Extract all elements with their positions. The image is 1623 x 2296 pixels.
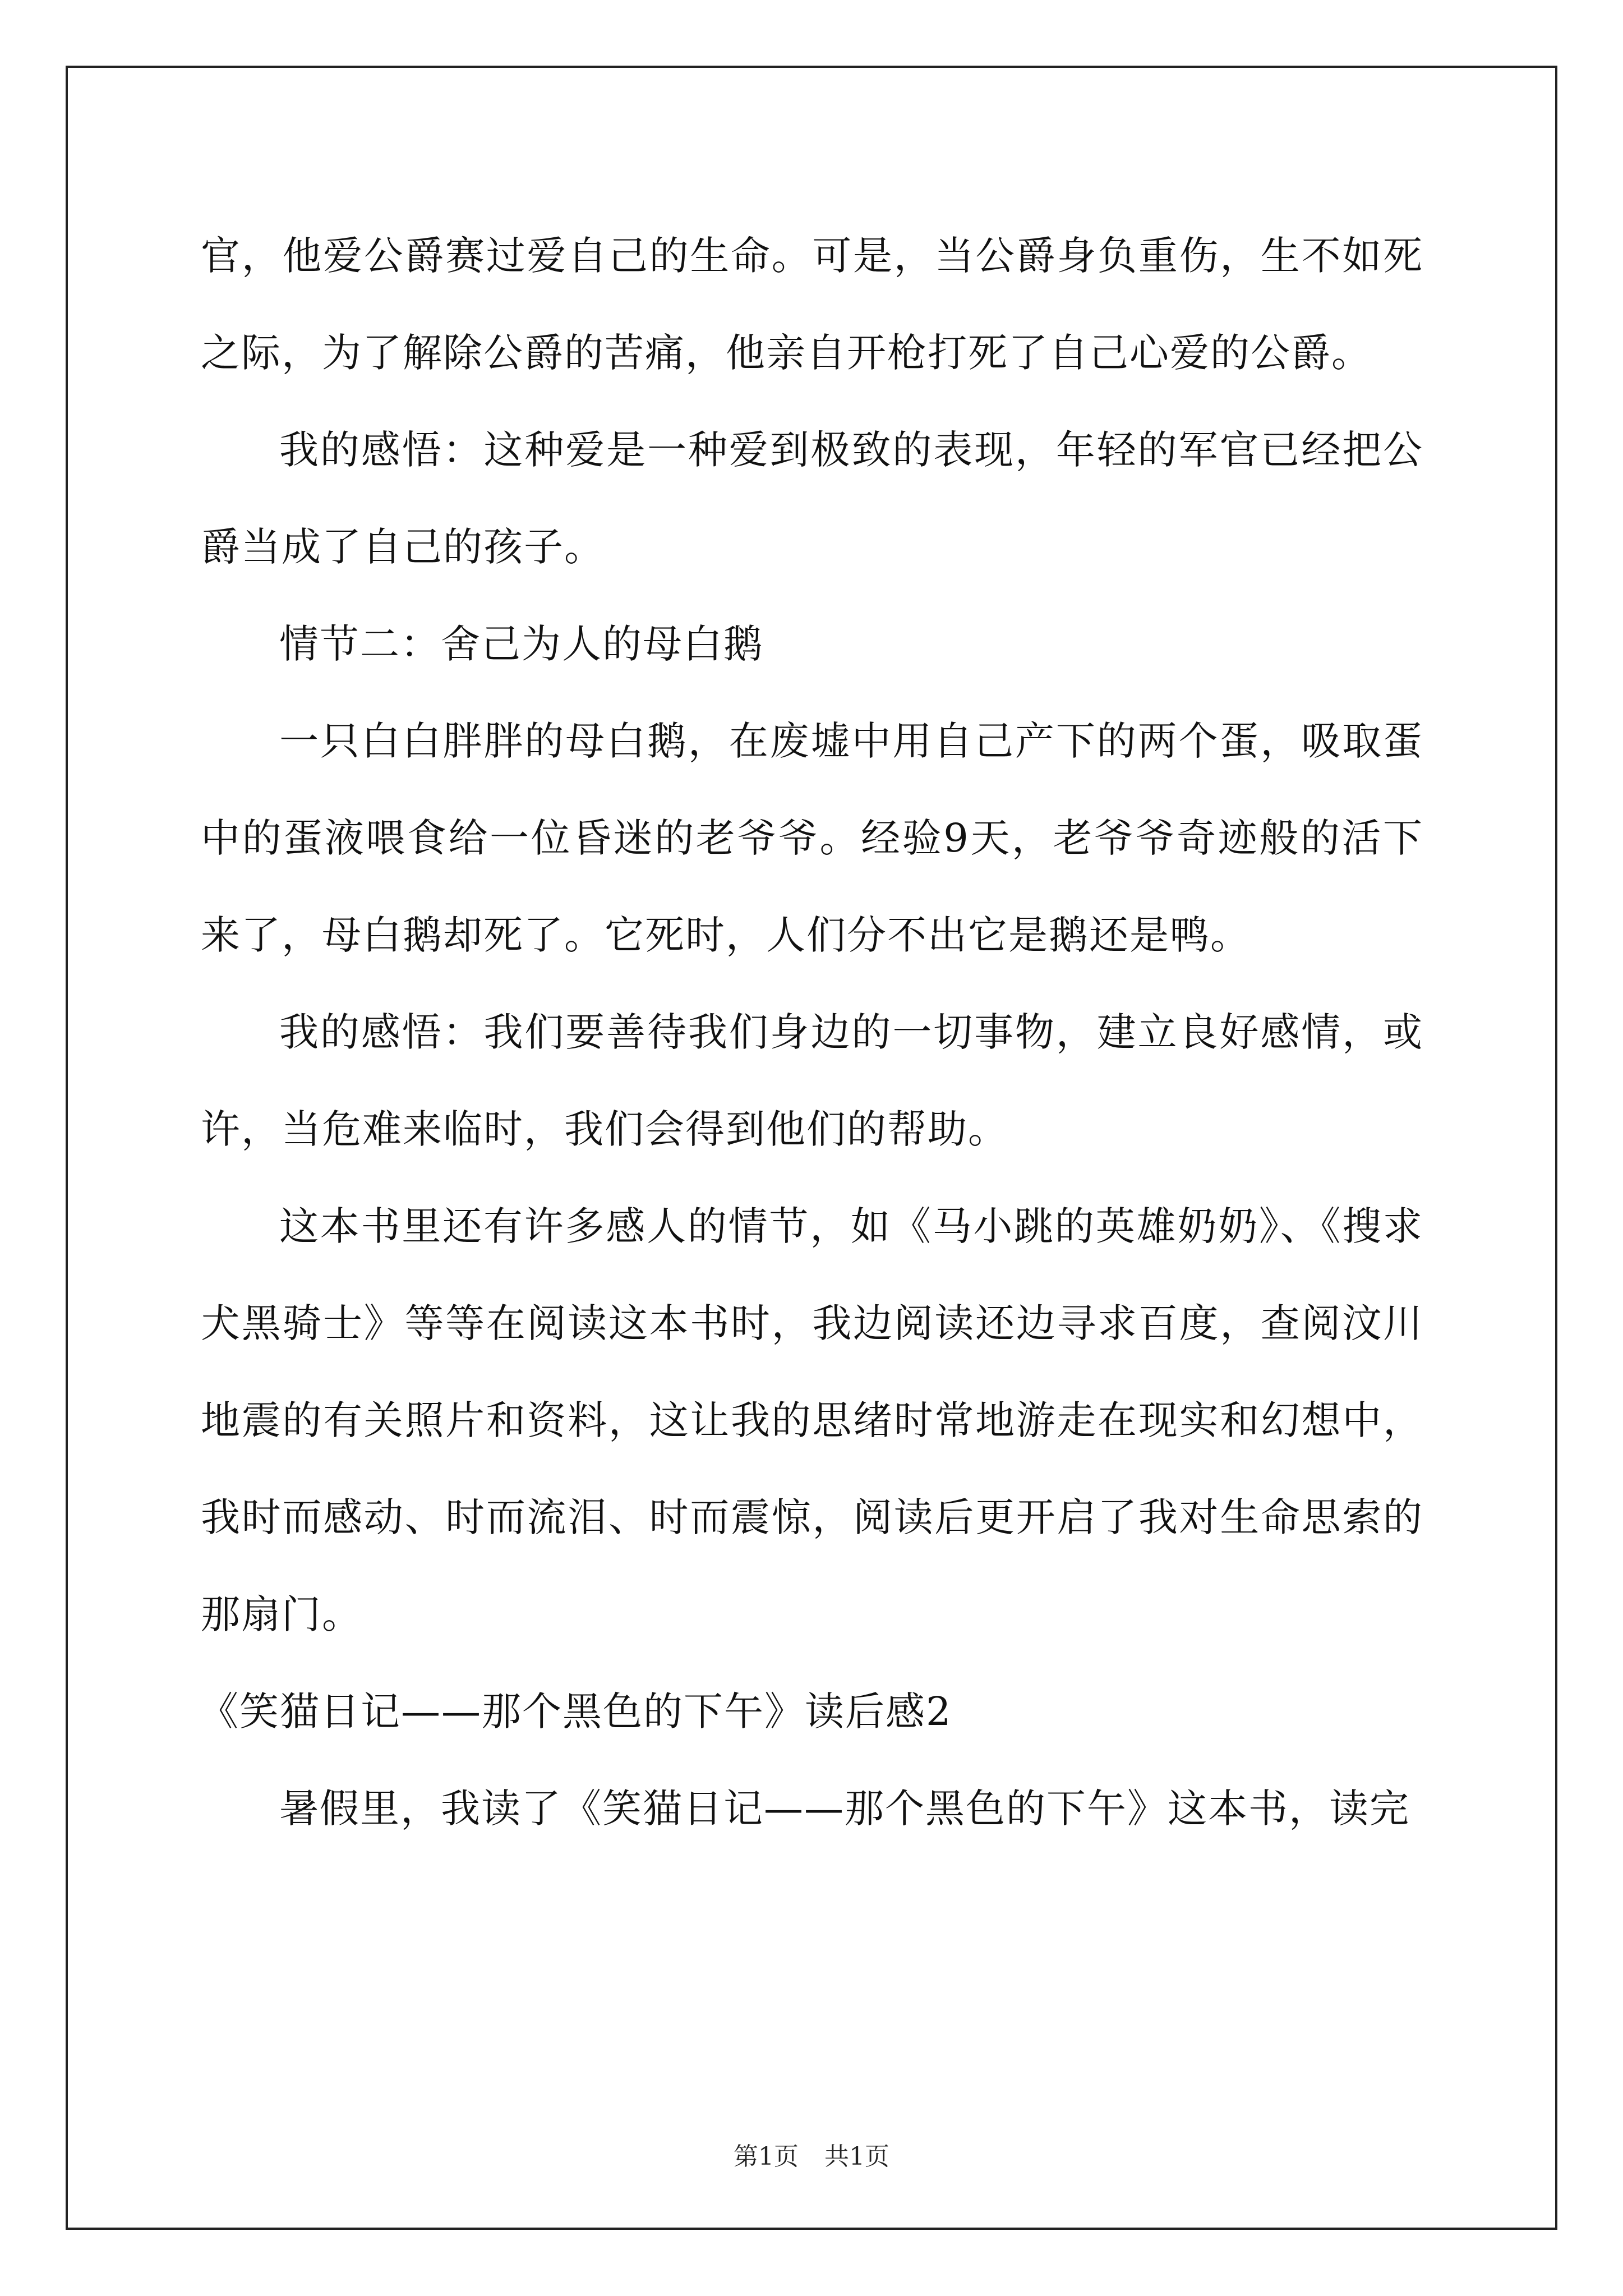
paragraph-1: 官，他爱公爵赛过爱自己的生命。可是，当公爵身负重伤，生不如死之际，为了解除公爵的苦痛，他亲自开枪打死了自己心爱的公爵。 xyxy=(201,233,1423,376)
paragraph-4: 一只白白胖胖的母白鹅，在废墟中用自己产下的两个蛋，吸取蛋中的蛋液喂食给一位昏迷的老爷爷。经验9天，老爷爷奇迹般的活下来了，母白鹅却死了。它死时，人们分不出它是鹅还是鸭。 xyxy=(201,718,1423,958)
section-title: 《笑猫日记——那个黑色的下午》读后感2 xyxy=(199,1688,952,1734)
paragraph-6: 这本书里还有许多感人的情节，如《马小跳的英雄奶奶》、《搜求犬黑骑士》等等在阅读这本书时，我边阅读还边寻求百度，查阅汶川地震的有关照片和资料，这让我的思绪时常地游走在现实和幻想中，我时而感动、时而流泪、时而震惊，阅读后更开启了我对生命思索的那扇门。 xyxy=(201,1203,1423,1637)
paragraph-2: 我的感悟：这种爱是一种爱到极致的表现，年轻的军官已经把公爵当成了自己的孩子。 xyxy=(201,427,1423,570)
page-footer xyxy=(0,2140,1623,2174)
paragraph-7: 暑假里，我读了《笑猫日记——那个黑色的下午》这本书，读完 xyxy=(279,1786,1410,1832)
paragraph-3: 情节二：舍己为人的母白鹅 xyxy=(279,621,764,667)
paragraph-5: 我的感悟：我们要善待我们身边的一切事物，建立良好感情，或许，当危难来临时，我们会得到他们的帮助。 xyxy=(201,1009,1423,1152)
page-number-total: 共1页 xyxy=(824,2142,889,2171)
page-number-current: 第1页 xyxy=(734,2142,799,2171)
document-body xyxy=(201,208,1423,1857)
